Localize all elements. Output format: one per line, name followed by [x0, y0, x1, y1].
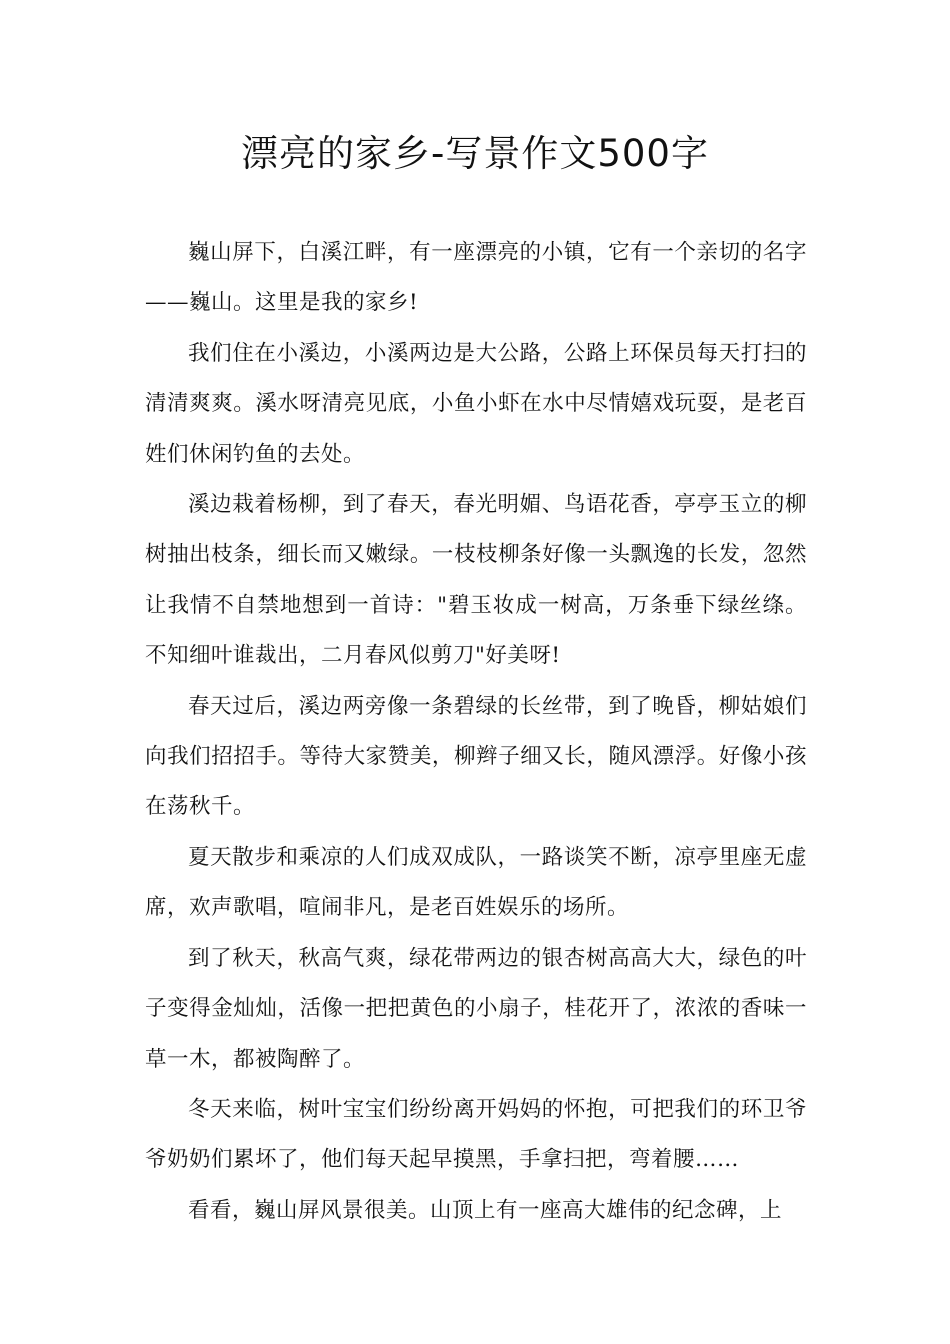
paragraph: 春天过后，溪边两旁像一条碧绿的长丝带，到了晚昏，柳姑娘们向我们招招手。等待大家赞美，柳辫子细又长，随风漂浮。好像小孩在荡秋千。 [145, 693, 807, 820]
paragraph: 冬天来临，树叶宝宝们纷纷离开妈妈的怀抱，可把我们的环卫爷爷奶奶们累坏了，他们每天起早摸黑，手拿扫把，弯着腰…… [145, 1096, 807, 1173]
paragraph: 我们住在小溪边，小溪两边是大公路，公路上环保员每天打扫的清清爽爽。溪水呀清亮见底，小鱼小虾在水中尽情嬉戏玩耍，是老百姓们休闲钓鱼的去处。 [145, 340, 807, 467]
paragraph: 夏天散步和乘凉的人们成双成队，一路谈笑不断，凉亭里座无虚席，欢声歌唱，喧闹非凡，是老百姓娱乐的场所。 [145, 844, 807, 921]
paragraph: 看看，巍山屏风景很美。山顶上有一座高大雄伟的纪念碑，上 [188, 1197, 783, 1223]
paragraph: 到了秋天，秋高气爽，绿花带两边的银杏树高高大大，绿色的叶子变得金灿灿，活像一把把黄色的小扇子，桂花开了，浓浓的香味一草一木，都被陶醉了。 [145, 945, 807, 1072]
paragraph: 溪边栽着杨柳，到了春天，春光明媚、鸟语花香，亭亭玉立的柳树抽出枝条，细长而又嫩绿。一枝枝柳条好像一头飘逸的长发，忽然让我情不自禁地想到一首诗："碧玉妆成一树高，万条垂下绿丝绦。不知细叶谁裁出，二月春风似剪刀"好美呀! [145, 492, 807, 669]
paragraph: 巍山屏下，白溪江畔，有一座漂亮的小镇，它有一个亲切的名字——巍山。这里是我的家乡! [145, 240, 807, 316]
document-body [145, 228, 807, 1236]
document-title: 漂亮的家乡-写景作文500字 [241, 132, 709, 175]
